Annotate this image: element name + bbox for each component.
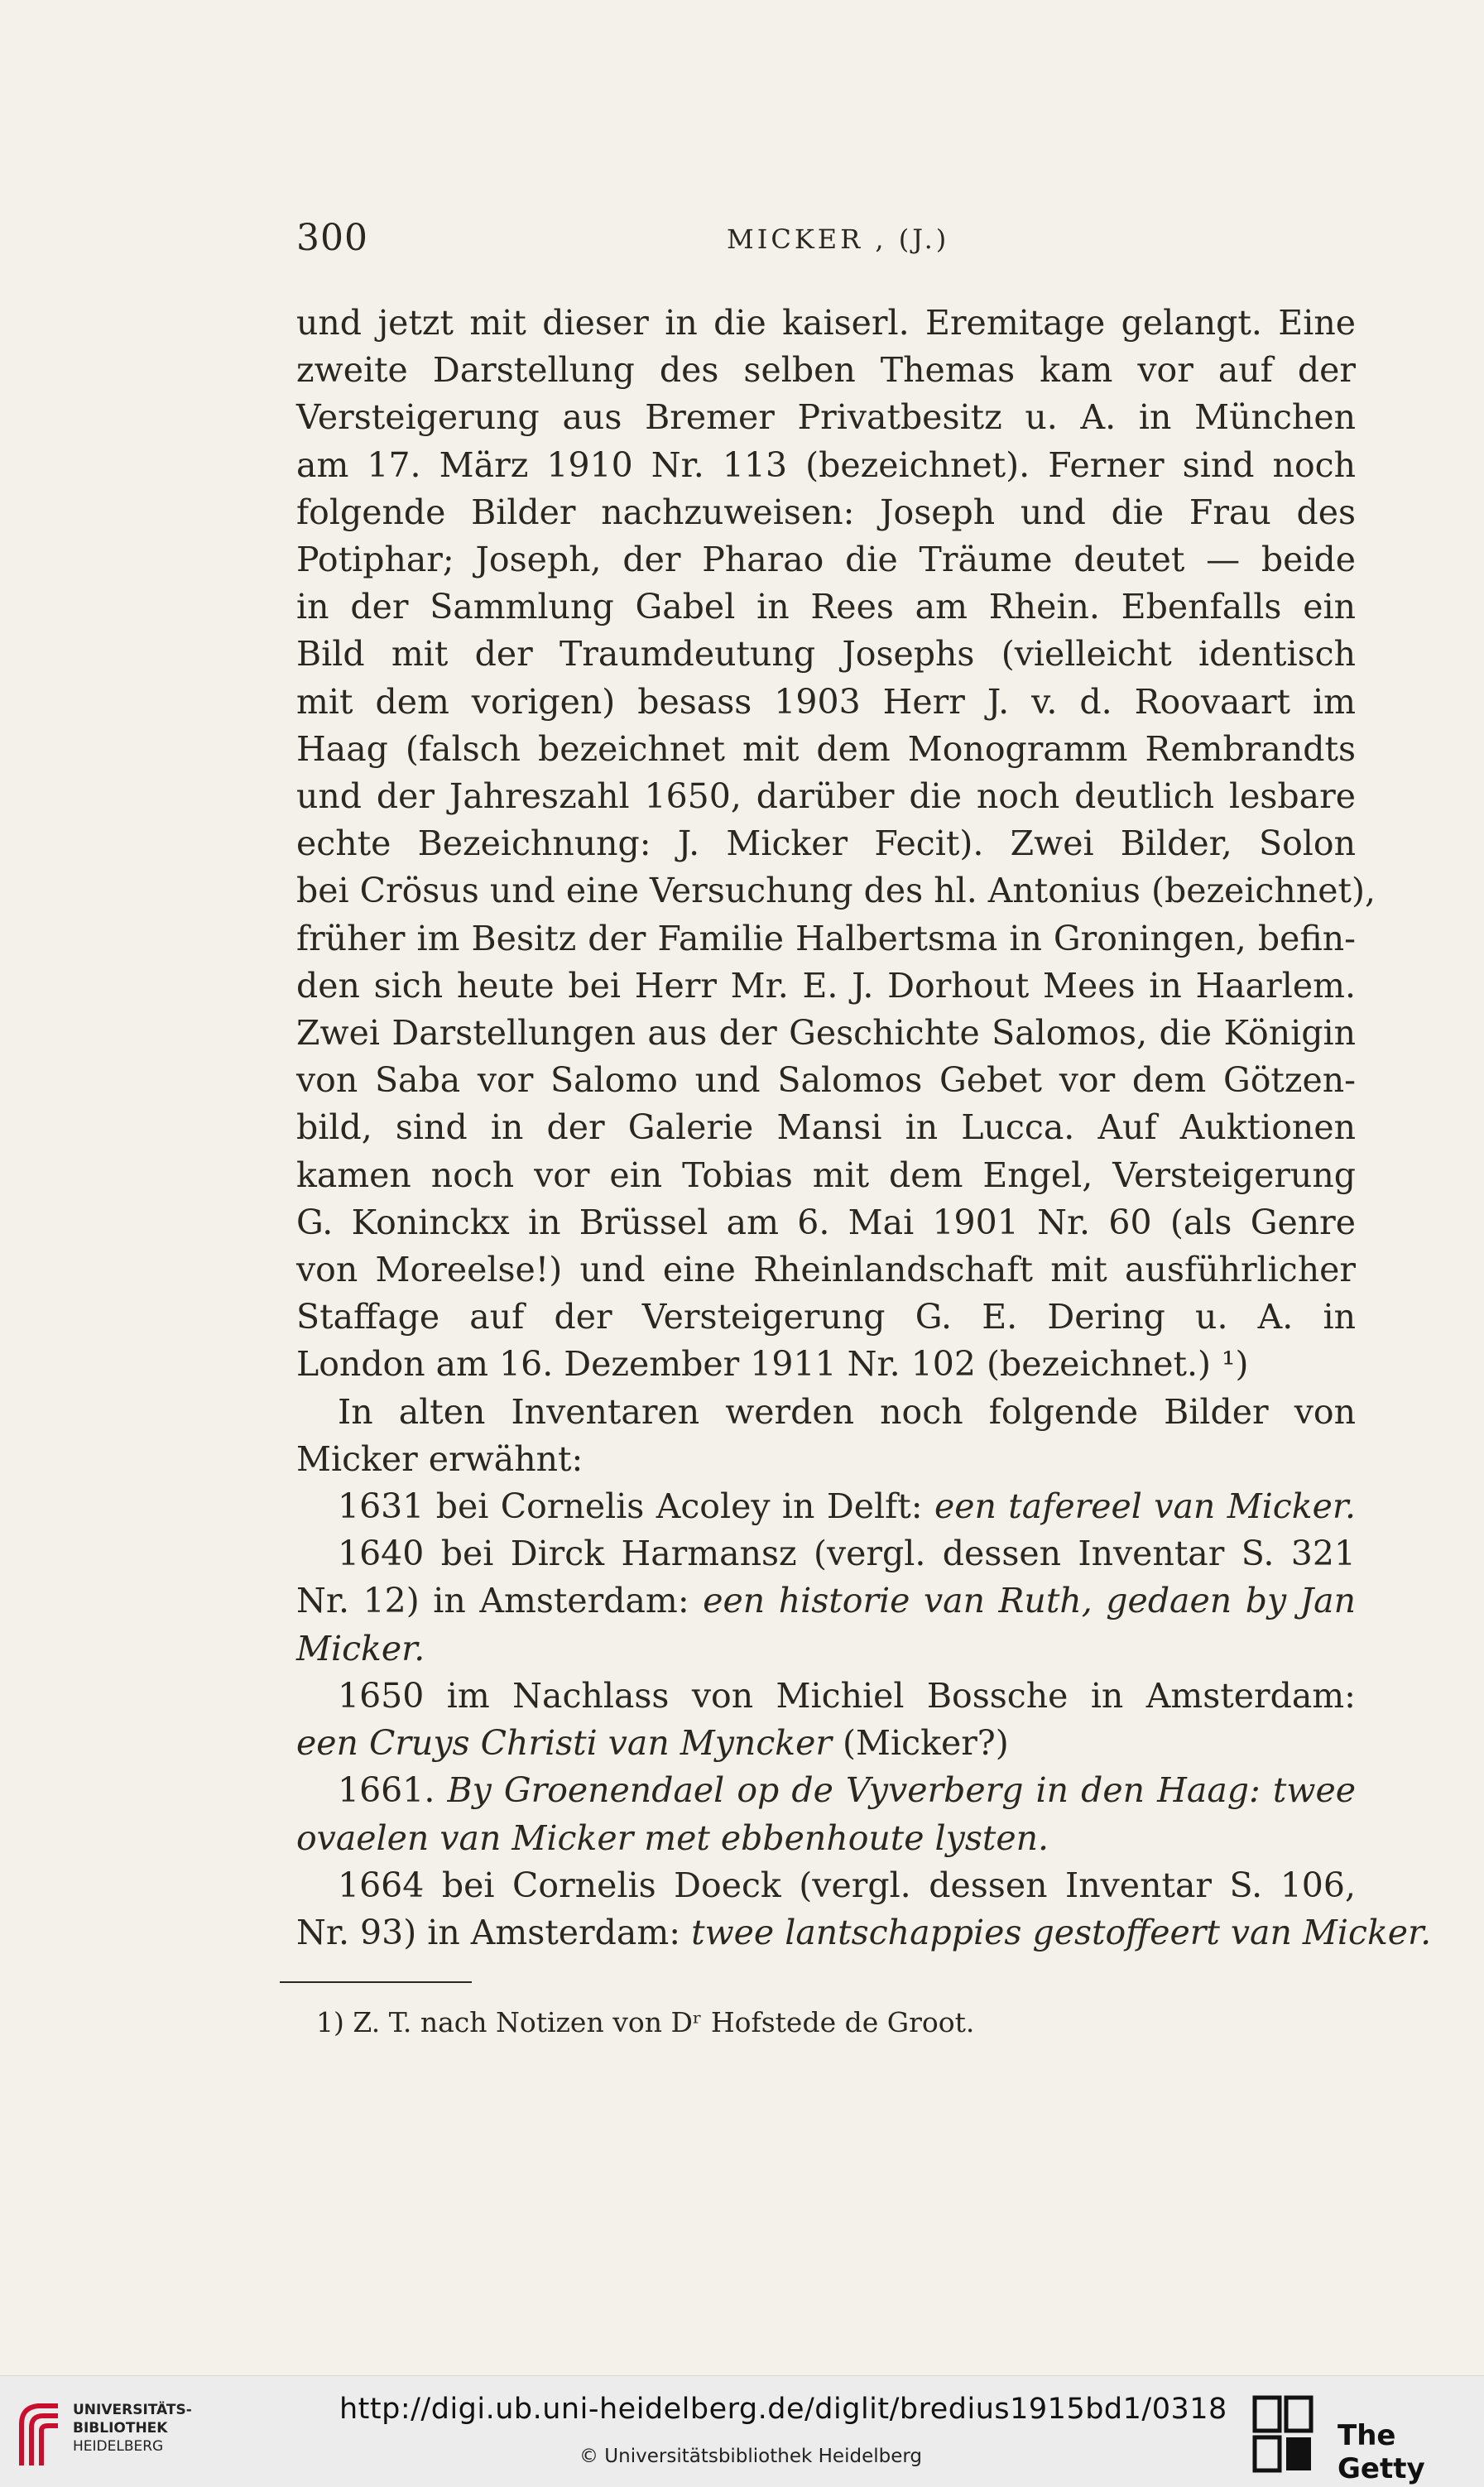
text-line: bild, sind in der Galerie Mansi in Lucca. Auf Auktionen [296,1107,1356,1148]
ub-heidelberg-logo[interactable] [15,2394,192,2470]
text-line: 1631 bei Cornelis Acoley in Delft: een tafereel van Micker. [338,1486,1356,1527]
viewer-footer [0,2375,1484,2487]
paragraph-2 [296,1389,1356,1483]
running-title: MICKER , (J.) [727,223,950,255]
text-line: G. Koninckx in Brüssel am 6. Mai 1901 Nr. 60 (als Genre [296,1202,1356,1242]
text-line: ovaelen van Micker met ebbenhoute lysten. [296,1817,1049,1858]
permalink-url[interactable]: http://digi.ub.uni-heidelberg.de/diglit/bredius1915bd1/0318 [339,2393,1227,2426]
text-line: 1661. By Groenendael op de Vyverberg in den Haag: twee [338,1770,1356,1811]
text-line: Haag (falsch bezeichnet mit dem Monogramm Rembrandts [296,728,1356,769]
text-line: Zwei Darstellungen aus der Geschichte Salomos, die Königin [296,1013,1356,1054]
ub-logo-line: HEIDELBERG [73,2438,164,2455]
body-text [296,300,1432,1956]
inventory-entry-1661 [296,1767,1356,1861]
text-line: Versteigerung aus Bremer Privatbesitz u. A. in München [296,397,1356,438]
text-line: folgende Bilder nachzuweisen: Joseph und die Frau des [296,492,1356,532]
text-line: den sich heute bei Herr Mr. E. J. Dorhout Mees in Haarlem. [296,965,1356,1006]
getty-logo-icon[interactable] [1250,2393,1316,2475]
getty-logo-text[interactable]: The Getty [1338,2419,1425,2485]
text-line: von Saba vor Salomo und Salomos Gebet vor dem Götzen- [296,1060,1356,1101]
inventory-entry-1650 [296,1673,1356,1767]
text-line: 1664 bei Cornelis Doeck (vergl. dessen Inventar S. 106, [338,1865,1356,1905]
text-line: Staffage auf der Versteigerung G. E. Dering u. A. in [296,1297,1356,1337]
copyright-notice: © Universitätsbibliothek Heidelberg [579,2446,923,2467]
footnote: 1) Z. T. nach Notizen von Dʳ Hofstede de Groot. [316,2006,975,2038]
text-line: In alten Inventaren werden noch folgende Bilder von [338,1391,1356,1432]
paragraph-1 [296,300,1376,1389]
text-line: Bild mit der Traumdeutung Josephs (vielleicht identisch [296,634,1356,675]
text-line: in der Sammlung Gabel in Rees am Rhein. Ebenfalls ein [296,587,1356,627]
ub-logo-line: UNIVERSITÄTS- [73,2402,192,2418]
text-line: früher im Besitz der Familie Halbertsma in Groningen, befin- [296,918,1356,958]
page-number: 300 [296,217,368,259]
inventory-entry-1631 [296,1483,1356,1530]
text-line: mit dem vorigen) besass 1903 Herr J. v. d. Roovaart im [296,681,1356,722]
text-line: kamen noch vor ein Tobias mit dem Engel, Versteigerung [296,1155,1356,1195]
text-line: am 17. März 1910 Nr. 113 (bezeichnet). Ferner sind noch [296,444,1356,485]
text-line: Micker. [296,1628,425,1668]
text-line: 1640 bei Dirck Harmansz (vergl. dessen Inventar S. 321 [338,1534,1356,1574]
footnote-divider [280,1981,472,1983]
inventory-entry-1664 [296,1862,1432,1956]
text-line: und jetzt mit dieser in die kaiserl. Eremitage gelangt. Eine [296,303,1356,343]
text-line: 1650 im Nachlass von Michiel Bossche in Amsterdam: [338,1675,1356,1716]
text-line: Nr. 12) in Amsterdam: een historie van Ruth, gedaen by Jan [296,1581,1356,1621]
text-line: und der Jahreszahl 1650, darüber die noch deutlich lesbare [296,776,1356,817]
inventory-entry-1640 [296,1530,1356,1673]
text-line: Potiphar; Joseph, der Pharao die Träume deutet — beide [296,540,1356,580]
text-line: Micker erwähnt: [296,1438,584,1479]
ub-logo-line: BIBLIOTHEK [73,2420,168,2437]
ub-logo-icon [15,2399,65,2469]
text-line: London am 16. Dezember 1911 Nr. 102 (bezeichnet.) ¹) [296,1344,1249,1385]
running-head [296,217,1356,266]
text-line: een Cruys Christi van Myncker (Micker?) [296,1723,1009,1764]
text-line: von Moreelse!) und eine Rheinlandschaft mit ausführlicher [296,1250,1356,1290]
text-line: zweite Darstellung des selben Themas kam vor auf der [296,350,1356,391]
text-line: echte Bezeichnung: J. Micker Fecit). Zwei Bilder, Solon [296,823,1356,864]
text-line: Nr. 93) in Amsterdam: twee lantschappies gestoffeert van Micker. [296,1912,1432,1952]
text-line: bei Crösus und eine Versuchung des hl. Antonius (bezeichnet), [296,871,1376,911]
